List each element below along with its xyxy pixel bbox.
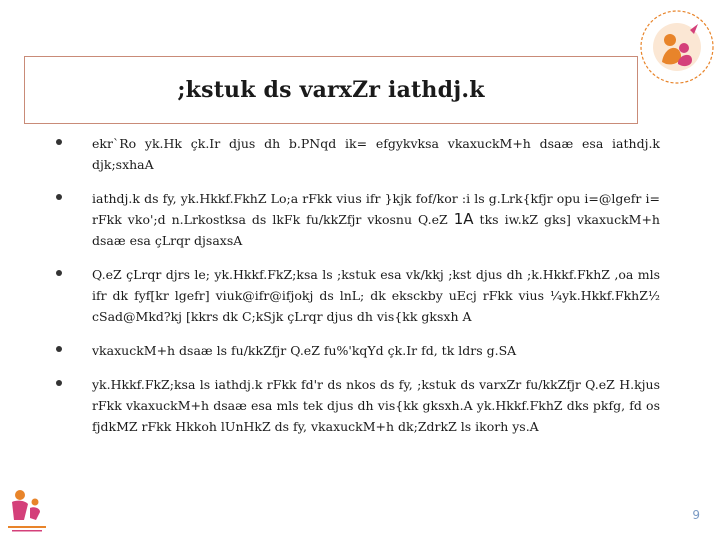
form-number: 1A xyxy=(453,210,474,228)
bullet-dot-icon xyxy=(56,380,62,386)
bullet-text-part: tks iw.kZ gks] vkaxuckM+h dsaæ esa çLrqr djsaxsA xyxy=(92,212,660,248)
bullet-text: ekr`Ro yk.Hk çk.Ir djus dh b.PNqd ik= efgykvksa vkaxuckM+h dsaæ esa iathdj.k djk;sxhaA xyxy=(92,136,660,172)
bullet-list xyxy=(56,133,660,450)
page-number: 9 xyxy=(692,508,700,522)
bullet-dot-icon xyxy=(56,346,62,352)
slide-title: ;kstuk ds varxZr iathdj.k xyxy=(177,77,485,103)
bullet-dot-icon xyxy=(56,194,62,200)
bullet-item xyxy=(56,133,660,175)
mother-child-emblem-icon xyxy=(4,486,50,536)
bullet-text: Q.eZ çLrqr djrs le; yk.Hkkf.FkZ;ksa ls ;kstuk esa vk/kkj ;kst djus dh ;k.Hkkf.FkhZ ,oa mls ifr dk fyf[kr lgefr] viuk@ifr@ifjokj ds lnL; dk eksckby uEcj rFkk vius ¼yk.Hkkf.FkhZ½ cSad@Mkd?kj [kkrs dk C;kSjk çLrqr djus dh vis{kk gksxh A xyxy=(92,267,660,324)
bullet-item xyxy=(56,374,660,437)
bullet-text-part: iathdj.k ds fy, yk.Hkkf.FkhZ Lo;a rFkk vius ifr }kjk fof/kor :i ls g.Lrk{kfjr opu i=@lgefr i= rFkk vko';d n.Lrkostksa ds lkFk fu/kkZfjr vkosnu Q.eZ xyxy=(92,191,660,227)
bullet-text: vkaxuckM+h dsaæ ls fu/kkZfjr Q.eZ fu%'kqYd çk.Ir fd, tk ldrs g.SA xyxy=(92,343,517,358)
bullet-text xyxy=(92,188,660,251)
slide-title-box xyxy=(24,56,638,124)
ministry-emblem-icon xyxy=(636,6,718,88)
bullet-item xyxy=(56,188,660,251)
bullet-dot-icon xyxy=(56,270,62,276)
bullet-item xyxy=(56,264,660,327)
bullet-dot-icon xyxy=(56,139,62,145)
bullet-text: yk.Hkkf.FkZ;ksa ls iathdj.k rFkk fd'r ds nkos ds fy, ;kstuk ds varxZr fu/kkZfjr Q.eZ H.kjus rFkk vkaxuckM+h dsaæ esa mls tek djus dh vis{kk gksxh.A yk.Hkkf.FkhZ dks pkfg, fd os fjdkMZ rFkk Hkkoh lUnHkZ ds fy, vkaxuckM+h dk;ZdrkZ ls ikorh ys.A xyxy=(92,377,660,434)
bullet-item xyxy=(56,340,660,361)
